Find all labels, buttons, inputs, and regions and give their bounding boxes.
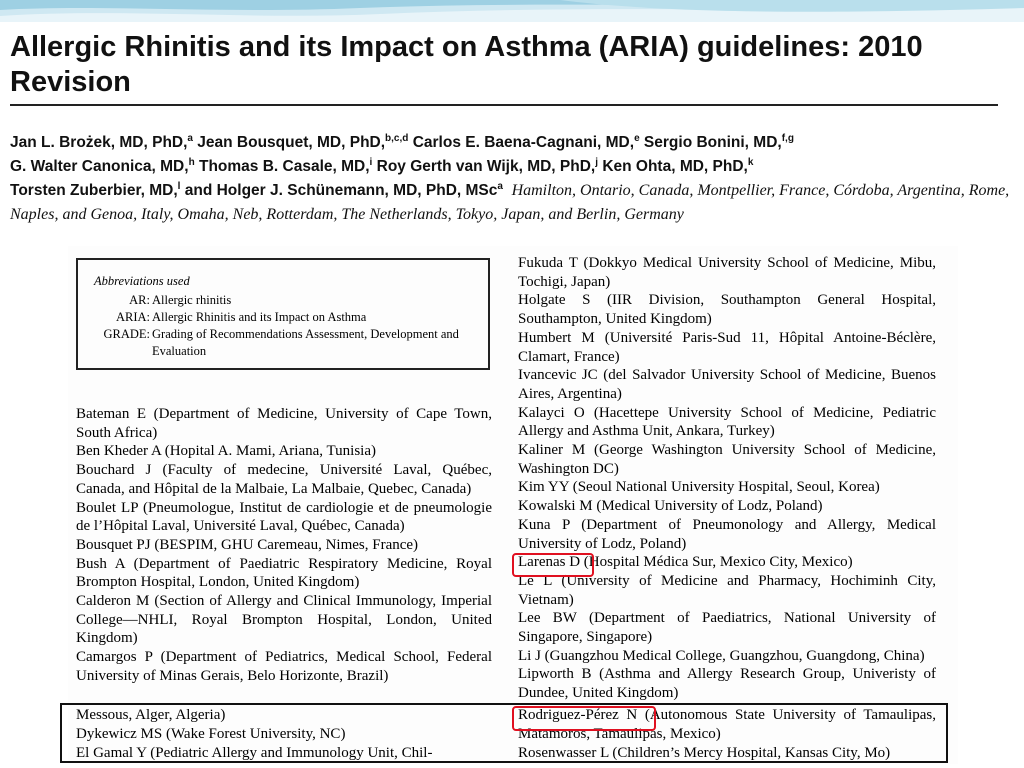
highlight-box-larenas [512, 553, 594, 577]
abbreviation-definition: Grading of Recommendations Assessment, Development and Evaluation [152, 327, 459, 358]
abbreviation-definition: Allergic rhinitis [152, 293, 232, 307]
author-name: Roy Gerth van Wijk, MD, PhD, [372, 158, 596, 175]
author-affiliation: j [595, 156, 599, 168]
contributor-entry-highlighted: Rodriguez-Pérez N (Autonomous State University of Tamaulipas, Matamoros, Tamaulipas, Mexico) [518, 707, 936, 742]
abbreviations-box [76, 258, 490, 370]
contributor-entry: Le L (University of Medicine and Pharmacy, Hochiminh City, Vietnam) [518, 572, 936, 608]
author-affiliation: a [187, 132, 193, 144]
author-affiliation: a [497, 180, 503, 192]
contributor-entry: Bousquet PJ (BESPIM, GHU Caremeau, Nimes, France) [76, 536, 419, 553]
contributor-entry: Li J (Guangzhou Medical College, Guangzhou, Guangdong, China) [518, 647, 925, 664]
abbreviation-definition: Allergic Rhinitis and its Impact on Asthma [152, 310, 367, 324]
abbreviations-heading: Abbreviations used [94, 274, 190, 288]
contributor-entry: Kuna P (Department of Pneumonology and Allergy, Medical University of Lodz, Poland) [518, 516, 936, 552]
contributor-entry: Humbert M (Université Paris-Sud 11, Hôpital Antoine-Béclère, Clamart, France) [518, 329, 936, 365]
contributor-entry: Kim YY (Seoul National University Hospital, Seoul, Korea) [518, 479, 880, 496]
author-name: Jan L. Brożek, MD, PhD, [10, 134, 188, 151]
author-name: Jean Bousquet, MD, PhD, [192, 134, 386, 151]
author-affiliation: f,g [781, 132, 794, 144]
contributor-entry: Fukuda T (Dokkyo Medical University School of Medicine, Mibu, Tochigi, Japan) [518, 255, 936, 290]
title-divider [10, 104, 998, 106]
author-locations: Hamilton, Ontario, Canada, Montpellier, France, Córdoba, Argentina, Rome, Naples, and Genoa, Italy, Omaha, Neb, Rotterdam, The Netherlands, Tokyo, Japan, and Berlin, Germany [10, 182, 1010, 223]
contributor-entry: Holgate S (IIR Division, Southampton General Hospital, Southampton, United Kingdom) [518, 292, 936, 328]
author-affiliation: e [634, 132, 640, 144]
author-list [10, 131, 1010, 227]
contributor-entry: Lee BW (Department of Paediatrics, National University of Singapore, Singapore) [518, 610, 936, 646]
right-contributor-column [518, 254, 936, 703]
author-name: and Holger J. Schünemann, MD, PhD, MSc [180, 182, 498, 199]
author-name: Torsten Zuberbier, MD, [10, 182, 178, 199]
contributor-entry: Calderon M (Section of Allergy and Clinical Immunology, Imperial College—NHLI, Royal Brompton Hospital, London, United Kingdom) [76, 593, 492, 647]
contributor-entry: Rosenwasser L (Children’s Mercy Hospital, Kansas City, Mo) [518, 745, 891, 761]
author-name: G. Walter Canonica, MD, [10, 158, 189, 175]
author-name: Carlos E. Baena-Cagnani, MD, [408, 134, 635, 151]
left-contributor-column [76, 405, 492, 686]
author-affiliation: b,c,d [385, 132, 409, 144]
abbreviation-term: GRADE: [103, 327, 150, 341]
highlight-box-rodriguez-perez [512, 706, 656, 731]
contributor-entry-highlighted: Larenas D (Hospital Médica Sur, Mexico City, Mexico) [518, 554, 853, 571]
contributor-entry: Bateman E (Department of Medicine, University of Cape Town, South Africa) [76, 406, 492, 441]
author-affiliation: i [369, 156, 373, 168]
contributor-entry: Kalayci O (Hacettepe University School of Medicine, Pediatric Allergy and Asthma Unit, Ankara, Turkey) [518, 404, 936, 440]
contributor-entry: El Gamal Y (Pediatric Allergy and Immunology Unit, Chil- [76, 745, 433, 761]
contributor-entry: Kowalski M (Medical University of Lodz, Poland) [518, 498, 823, 515]
author-affiliation: l [177, 180, 181, 192]
author-name: Ken Ohta, MD, PhD, [598, 158, 748, 175]
contributor-entry: Dykewicz MS (Wake Forest University, NC) [76, 726, 346, 742]
abbreviation-term: ARIA: [115, 310, 150, 324]
contributor-entry: Bouchard J (Faculty of medecine, Université Laval, Québec, Canada, and Hôpital de la Malbaie, La Malbaie, Quebec, Canada) [76, 462, 492, 497]
contributor-entry: Kaliner M (George Washington University School of Medicine, Washington DC) [518, 442, 936, 477]
abbreviation-term: AR: [129, 293, 150, 307]
contributor-entry: Ben Kheder A (Hopital A. Mami, Ariana, Tunisia) [76, 443, 376, 460]
contributor-entry: Camargos P (Department of Pediatrics, Medical School, Federal University of Minas Gerais, Belo Horizonte, Brazil) [76, 649, 492, 684]
contributor-entry: Boulet LP (Pneumologue, Institut de cardiologie et de pneumologie de l’Hôpital Laval, Université Laval, Québec, Canada) [76, 499, 492, 535]
page-title: Allergic Rhinitis and its Impact on Asthma (ARIA) guidelines: 2010 Revision [10, 31, 923, 98]
author-name: Thomas B. Casale, MD, [194, 158, 370, 175]
contributor-entry: Ivancevic JC (del Salvador University School of Medicine, Buenos Aires, Argentina) [518, 367, 936, 402]
top-decoration [0, 0, 1024, 22]
author-affiliation: h [188, 156, 195, 168]
author-name: Sergio Bonini, MD, [639, 134, 782, 151]
author-affiliation: k [747, 156, 754, 168]
contributor-entry: Bush A (Department of Paediatric Respiratory Medicine, Royal Brompton Hospital, London, United Kingdom) [76, 555, 492, 591]
contributor-entry: Messous, Alger, Algeria) [76, 707, 226, 723]
bottom-left-entries [76, 706, 492, 763]
contributor-entry: Lipworth B (Asthma and Allergy Research Group, Univeristy of Dundee, United Kingdom) [518, 666, 936, 702]
